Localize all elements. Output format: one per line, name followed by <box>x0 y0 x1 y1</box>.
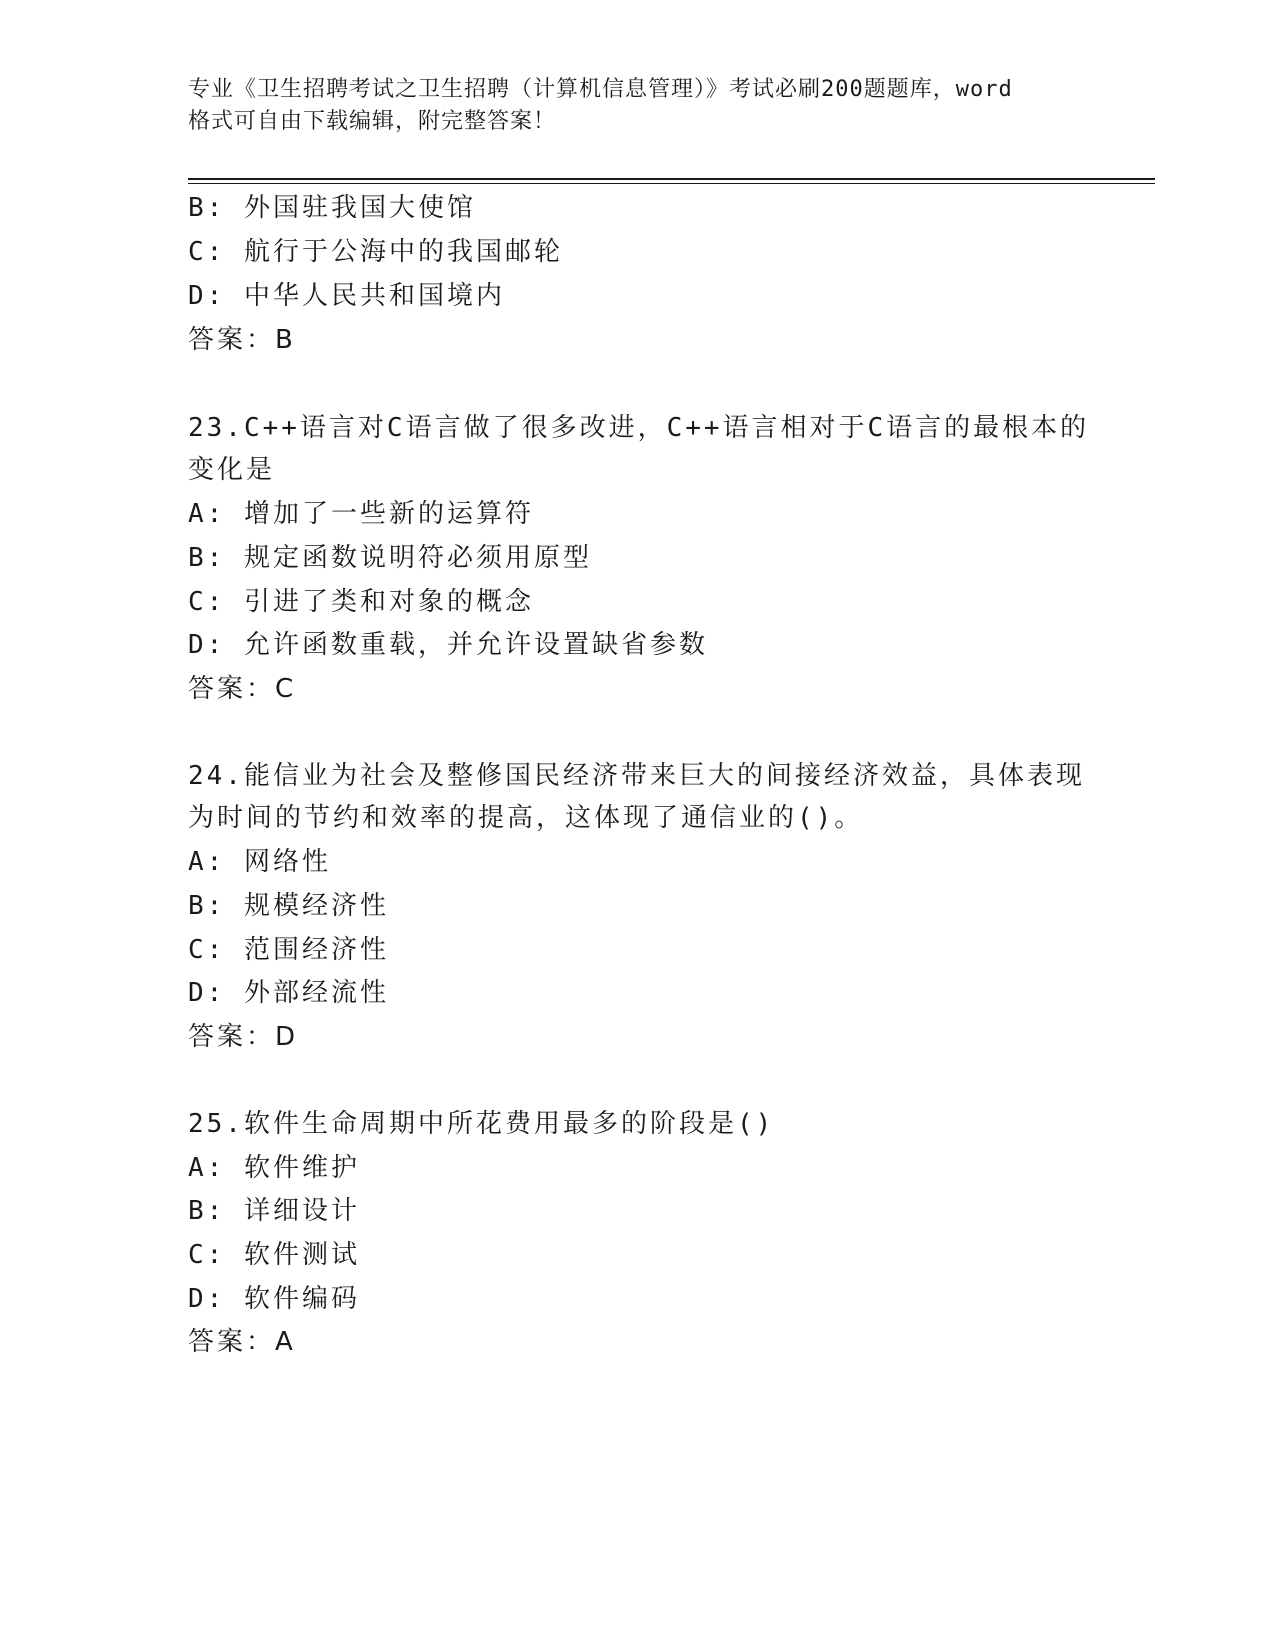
q25-answer-value: A <box>275 1327 294 1357</box>
header-divider-thick <box>188 178 1155 180</box>
q22-option-c: C: 航行于公海中的我国邮轮 <box>188 237 563 267</box>
header-line-1: 专业《卫生招聘考试之卫生招聘（计算机信息管理）》考试必刷200题题库，word <box>188 77 1013 102</box>
q22-answer-value: B <box>275 325 294 355</box>
q25-option-c: C: 软件测试 <box>188 1240 360 1270</box>
q22-option-b: B: 外国驻我国大使馆 <box>188 193 476 223</box>
q24-answer-label: 答案： <box>188 1022 276 1052</box>
q25-stem-line-1: 25.软件生命周期中所花费用最多的阶段是() <box>188 1109 775 1139</box>
q23-option-a: A: 增加了一些新的运算符 <box>188 499 534 529</box>
q25-option-a: A: 软件维护 <box>188 1153 360 1183</box>
q24-answer <box>188 1017 296 1057</box>
q23-answer <box>188 669 294 709</box>
q24-option-c: C: 范围经济性 <box>188 935 389 965</box>
q22-option-d: D: 中华人民共和国境内 <box>188 281 505 311</box>
q25-answer <box>188 1322 294 1362</box>
q24-stem-line-1: 24.能信业为社会及整修国民经济带来巨大的间接经济效益，具体表现 <box>188 761 1085 791</box>
q24-option-b: B: 规模经济性 <box>188 891 389 921</box>
q25-option-d: D: 软件编码 <box>188 1284 360 1314</box>
q23-answer-value: C <box>275 674 295 704</box>
q23-answer-label: 答案： <box>188 674 276 704</box>
q23-option-b: B: 规定函数说明符必须用原型 <box>188 543 592 573</box>
q24-answer-value: D <box>275 1022 297 1052</box>
document-header <box>188 74 1088 138</box>
q22-answer <box>188 320 294 360</box>
q23-option-c: C: 引进了类和对象的概念 <box>188 587 534 617</box>
header-divider-thin <box>188 183 1155 184</box>
q23-stem-line-2: 变化是 <box>188 455 276 485</box>
header-line-2: 格式可自由下载编辑，附完整答案！ <box>188 109 557 134</box>
q25-answer-label: 答案： <box>188 1327 276 1357</box>
q23-stem-line-1: 23.C++语言对C语言做了很多改进，C++语言相对于C语言的最根本的 <box>188 413 1090 443</box>
q24-option-d: D: 外部经流性 <box>188 978 389 1008</box>
q24-stem-line-2: 为时间的节约和效率的提高，这体现了通信业的()。 <box>188 803 864 833</box>
q22-answer-label: 答案： <box>188 325 276 355</box>
q23-option-d: D: 允许函数重载，并允许设置缺省参数 <box>188 630 708 660</box>
q25-option-b: B: 详细设计 <box>188 1196 360 1226</box>
q24-option-a: A: 网络性 <box>188 847 331 877</box>
